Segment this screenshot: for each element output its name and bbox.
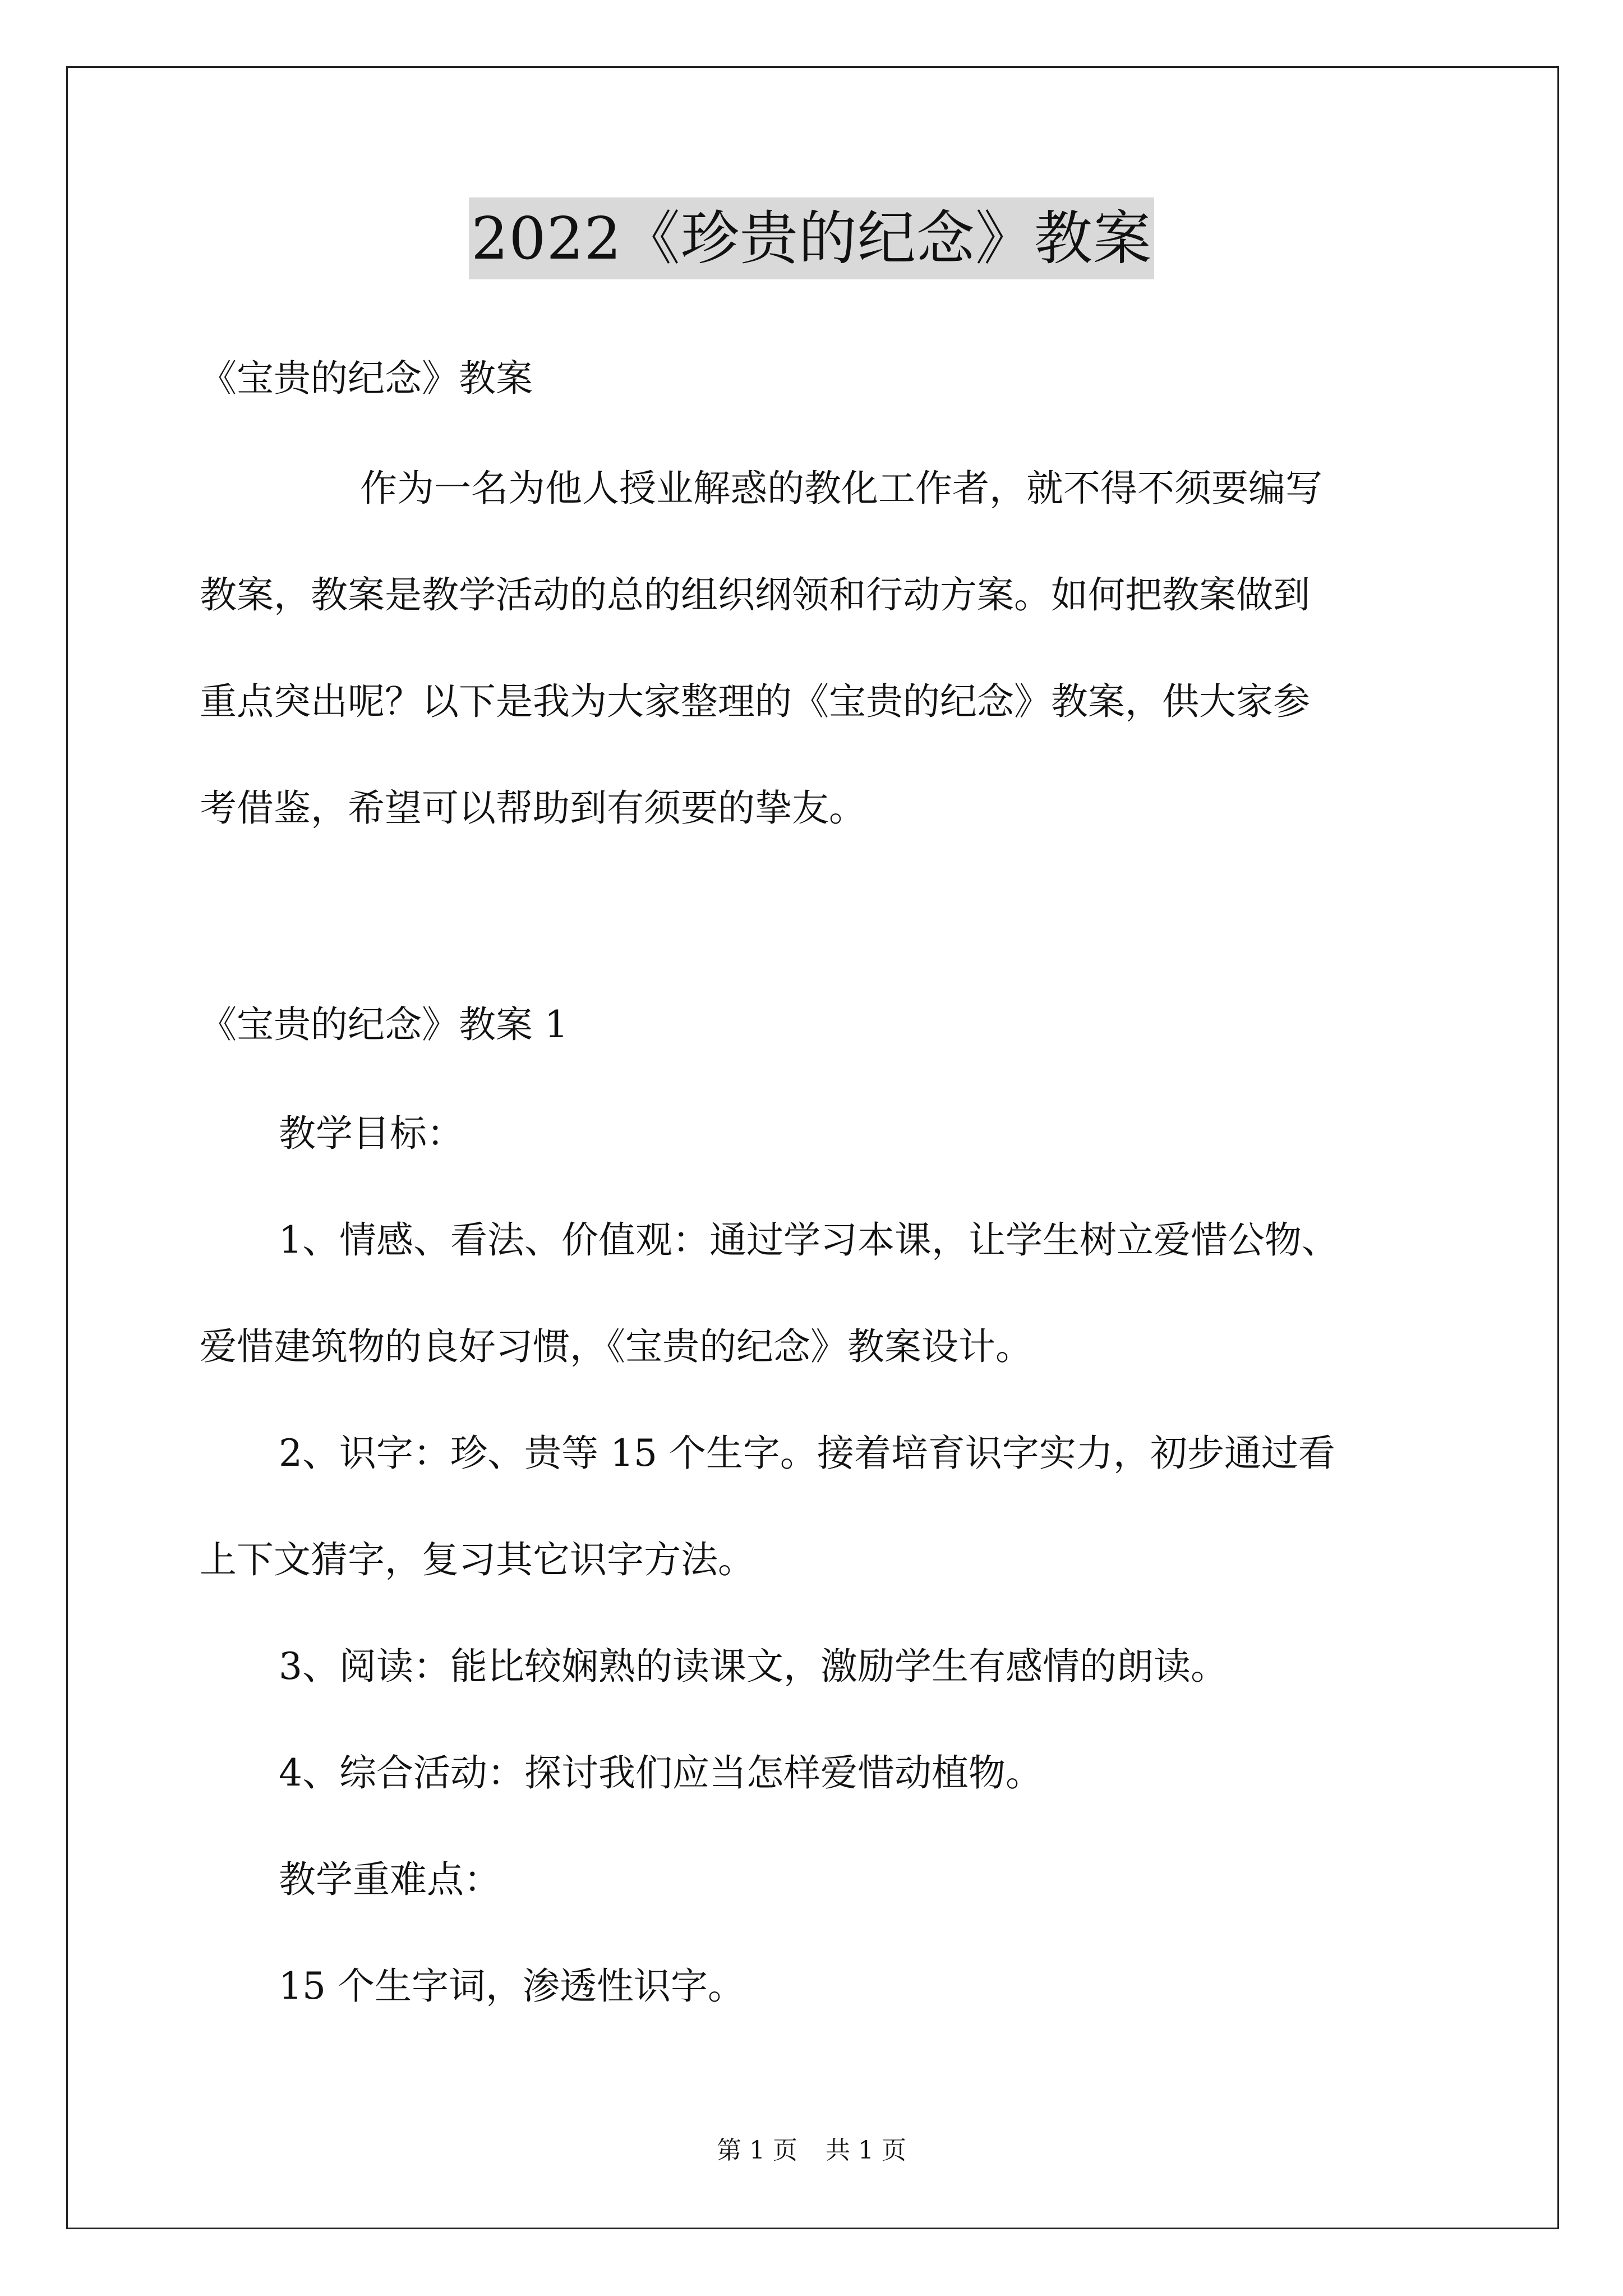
intro-line-4: 考借鉴，希望可以帮助到有须要的挚友。 (200, 786, 866, 830)
page-number: 第 1 页 (717, 2136, 797, 2165)
intro-line-1: 作为一名为他人授业解惑的教化工作者，就不得不须要编写 (360, 467, 1322, 510)
goal-1-line-2: 爱惜建筑物的良好习惯，《宝贵的纪念》教案设计。 (200, 1325, 1032, 1368)
goal-4: 4、综合活动：探讨我们应当怎样爱惜动植物。 (279, 1751, 1043, 1795)
intro-line-2: 教案，教案是教学活动的总的组织纲领和行动方案。如何把教案做到 (200, 573, 1310, 616)
goal-2-line-2: 上下文猜字，复习其它识字方法。 (200, 1538, 755, 1581)
goal-2-line-1: 2、识字：珍、贵等 15 个生字。接着培育识字实力，初步通过看 (279, 1432, 1335, 1475)
key-points-label: 教学重难点： (279, 1858, 501, 1901)
title-block (0, 197, 1623, 279)
intro-line-3: 重点突出呢？以下是我为大家整理的《宝贵的纪念》教案，供大家参 (200, 680, 1310, 723)
key-points-text: 15 个生字词，渗透性识字。 (279, 1964, 745, 2008)
subtitle: 《宝贵的纪念》教案 (200, 357, 533, 400)
document-title: 2022《珍贵的纪念》教案 (469, 197, 1154, 279)
goal-1-line-1: 1、情感、看法、价值观：通过学习本课，让学生树立爱惜公物、 (279, 1218, 1339, 1262)
page-footer (0, 2134, 1623, 2168)
goal-3: 3、阅读：能比较娴熟的读课文，激励学生有感情的朗读。 (279, 1645, 1228, 1688)
goals-label: 教学目标： (279, 1112, 464, 1155)
page-total: 共 1 页 (826, 2136, 906, 2165)
section-heading: 《宝贵的纪念》教案 1 (200, 1003, 568, 1046)
